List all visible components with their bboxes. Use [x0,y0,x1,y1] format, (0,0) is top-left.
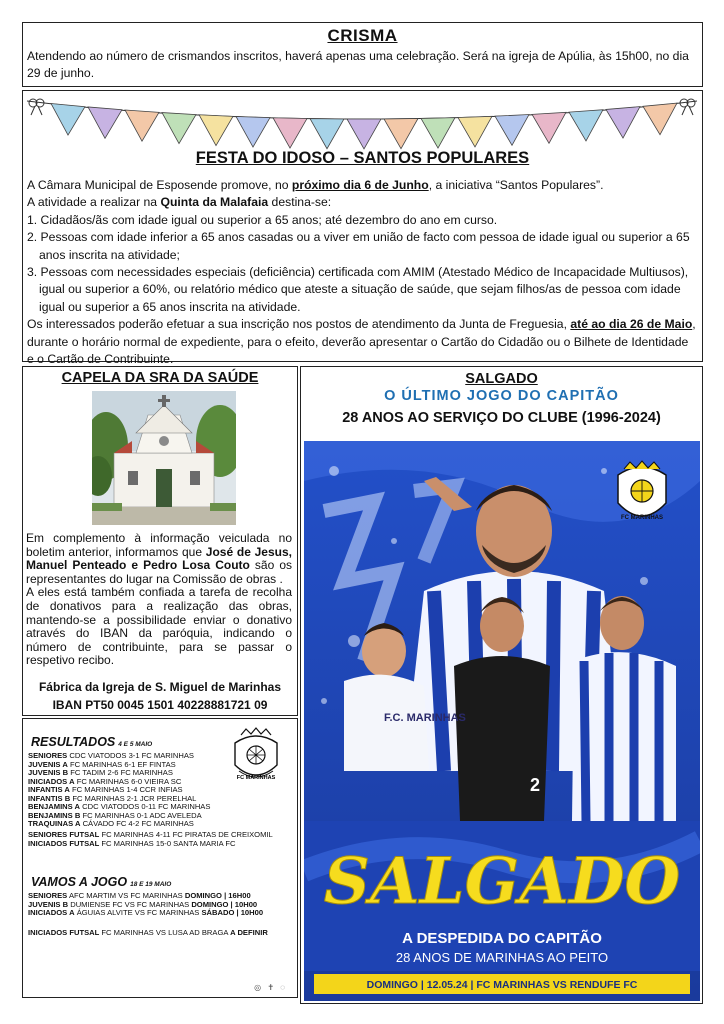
fixtures-title [31,875,171,889]
festa-criteria-item: 3. Pessoas com necessidades especiais (deficiência) certificada com AMIM (Atestado Médico de Incapacidade Multiusos), igual ou superior a 60%, ou relatório médico que ateste a situação de saúde, que sejam filhos/as de pessoa com idade igual ou superior a 65 anos inscrita na atividade. [27,265,689,314]
festa-local-end: destina-se: [268,195,332,210]
result-score: FC MARINHAS 6-1 EF FINTAS [69,759,176,769]
capela-signature: Fábrica da Igreja de S. Miguel de Marinhas [38,680,282,694]
result-row [28,820,210,829]
result-score: FC MARINHAS 1-4 CCR INFIAS [72,785,183,794]
fixture-row [28,929,268,938]
bunting-flag [125,110,159,141]
salgado-years: 28 ANOS AO SERVIÇO DO CLUBE (1996-2024) [342,410,661,426]
crisma-text: Atendendo ao número de crismandos inscritos, haverá apenas uma celebração. Será na igreja de Apúlia, às 15h00, no dia 29 de junho. [27,49,689,80]
bunting-flag [199,115,233,146]
salgado-subtitle: O ÚLTIMO JOGO DO CAPITÃO [384,388,619,404]
festa-local-highlight: Quinta da Malafaia [160,195,269,210]
fc-marinhas-crest-icon [229,727,283,787]
festa-criteria-item: 2. Pessoas com idade inferior a 65 anos casadas ou a viver em união de facto com pessoa de idade igual ou superior a 65 anos inscrita na atividade; [27,230,690,262]
salgado-title: SALGADO [465,371,538,387]
festa-idoso-section [22,90,703,367]
festa-intro-text: A Câmara Municipal de Esposende promove, no [27,178,292,192]
bunting-flag [88,107,122,138]
capela-representatives: José de Jesus, Manuel Penteado e Pedro Losa Couto [26,544,292,573]
crisma-title: CRISMA [327,26,398,45]
festa-intro-end: , a iniciativa “Santos Populares”. [428,178,604,192]
results-title-text: RESULTADOS [31,735,116,749]
fixture-match: FC MARINHAS VS LUSA AD BRAGA [101,928,231,937]
bunting-flag [273,118,307,148]
festa-title: FESTA DO IDOSO – SANTOS POPULARES [195,149,530,167]
fixture-match: DUMIENSE FC VS FC MARINHAS [70,899,192,909]
capela-section [22,366,298,716]
fixture-team: JUVENIS B [28,899,69,909]
result-team: BENJAMINS A [28,802,81,811]
result-row [28,840,273,849]
results-date: 4 E 5 MAIO [118,741,153,748]
bunting-flag [236,116,270,147]
capela-paragraph-2: A eles está também confiada a tarefa de recolha de donativos para a realização das obras, mantendo-se a possibilidade enviar o donativo através do IBAN da paróquia, indicando o número de contribuinte, para se passar o respetivo recibo. [26,585,292,668]
result-team: TRAQUINAS A [28,819,81,828]
festa-outro-end: , durante o horário normal de expediente, para o efeito, deverão apresentar o Cartão do Cidadão ou o Bilhete de Identidade e o Cartão de Contribuinte. [27,317,696,367]
fixtures-date: 18 E 19 MAIO [130,881,172,888]
festa-outro-text: Os interessados poderão efetuar a sua inscrição nos postos de atendimento da Junta de Freguesia, [27,317,571,332]
salgado-section [300,366,703,1004]
fixtures-list [28,892,263,918]
fixture-team: INICIADOS FUTSAL [28,928,100,937]
festa-intro [27,177,696,194]
fixtures-title-text: VAMOS A JOGO [31,875,128,889]
poster-years-line: 28 ANOS DE MARINHAS AO PEITO [395,950,609,965]
capela-title: CAPELA DA SRA DA SAÚDE [61,370,259,386]
result-score: FC MARINHAS 6-0 VIEIRA SC [76,776,182,786]
festa-body [27,177,696,368]
result-score: FC TADIM 2-6 FC MARINHAS [70,768,173,777]
bunting-flag [162,113,196,144]
result-team: INFANTIS A [28,785,70,794]
bunting-flag [458,116,492,147]
kid-jersey-text: F.C. MARINHAS [384,712,466,724]
result-team: INICIADOS FUTSAL [28,838,100,848]
capela-p1-text: Em complemento à informação veiculada no boletim anterior, informamos que [26,531,292,559]
farewell-poster [304,441,700,1001]
festa-criteria-list [27,212,696,316]
crisma-section [22,22,703,87]
fixture-time: SÁBADO | 10H00 [201,908,264,917]
result-team: SENIORES FUTSAL [28,830,100,839]
capela-iban: IBAN PT50 0045 1501 40228881721 09 [52,698,268,712]
capela-p1-end: são os representantes do lugar na Comissão de obras . [26,558,292,586]
fixture-time: A DEFINIR [230,928,268,937]
poster-match-info: DOMINGO | 12.05.24 | FC MARINHAS VS RENDUFE FC [366,979,638,991]
bunting-flag [310,119,344,149]
result-score: FC MARINHAS 0-1 ADC AVELEDA [82,810,202,820]
crest-label: FC MARINHAS [236,775,276,781]
festa-outro [27,316,696,368]
poster-farewell-line: A DESPEDIDA DO CAPITÃO [402,930,602,947]
festa-deadline-highlight: até ao dia 26 de Maio [570,317,693,332]
fixture-time: DOMINGO | 10H00 [191,899,258,909]
result-team: JUVENIS A [28,759,68,769]
poster-big-name: SALGADO [323,844,681,919]
result-team: INICIADOS A [28,776,75,786]
futsal-results-list [28,831,273,848]
result-score: CÁVADO FC 4-2 FC MARINHAS [82,819,194,828]
result-score: FC MARINHAS 4-11 FC PIRATAS DE CREIXOMIL [101,830,273,839]
result-team: INFANTIS B [28,793,71,803]
result-team: BENJAMINS B [28,810,81,820]
bunting-flag [495,115,529,146]
result-team: JUVENIS B [28,768,69,777]
fixture-team: SENIORES [28,891,68,900]
fixture-team: INICIADOS A [28,908,75,917]
festa-local-text: A atividade a realizar na [27,195,161,210]
fixture-match: ÁGUIAS ALVITE VS FC MARINHAS [76,908,202,917]
results-title [31,735,152,749]
festa-date-highlight: próximo dia 6 de Junho [291,178,429,192]
result-score: CDC VIATODOS 3-1 FC MARINHAS [69,751,194,760]
festa-criteria-item: 1. Cidadãos/ãs com idade igual ou superior a 65 anos; até dezembro do ano em curso. [27,212,498,227]
result-score: FC MARINHAS 15-0 SANTA MARIA FC [101,838,236,848]
results-list [28,752,210,829]
bunting-flag [643,103,677,135]
capela-paragraph-1 [26,532,292,586]
bunting-flag [421,118,455,148]
sponsor-icons: ◎ ✝ ◌ [254,983,287,992]
futsal-fixtures-list [28,929,268,938]
festa-local [27,194,696,211]
fixture-row [28,909,263,918]
bunting-decoration [23,91,701,155]
result-score: CDC VIATODOS 0-11 FC MARINHAS [82,802,211,811]
capela-body [26,532,292,668]
bunting-flag [569,110,603,141]
svg-text:2: 2 [530,775,541,795]
bunting-flag [606,107,640,138]
bunting-flag [347,119,381,149]
poster-crest-label: FC MARINHAS [621,515,663,521]
fixture-time: DOMINGO | 16H00 [184,891,251,900]
result-team: SENIORES [28,751,68,760]
football-results-section [22,718,298,998]
result-score: FC MARINHAS 2-1 JCR PERELHAL [72,793,197,803]
chapel-photo [92,391,236,525]
bunting-flag [384,118,418,148]
fixture-match: AFC MARTIM VS FC MARINHAS [68,891,185,900]
bunting-flag [51,103,85,135]
bunting-flag [532,112,566,143]
